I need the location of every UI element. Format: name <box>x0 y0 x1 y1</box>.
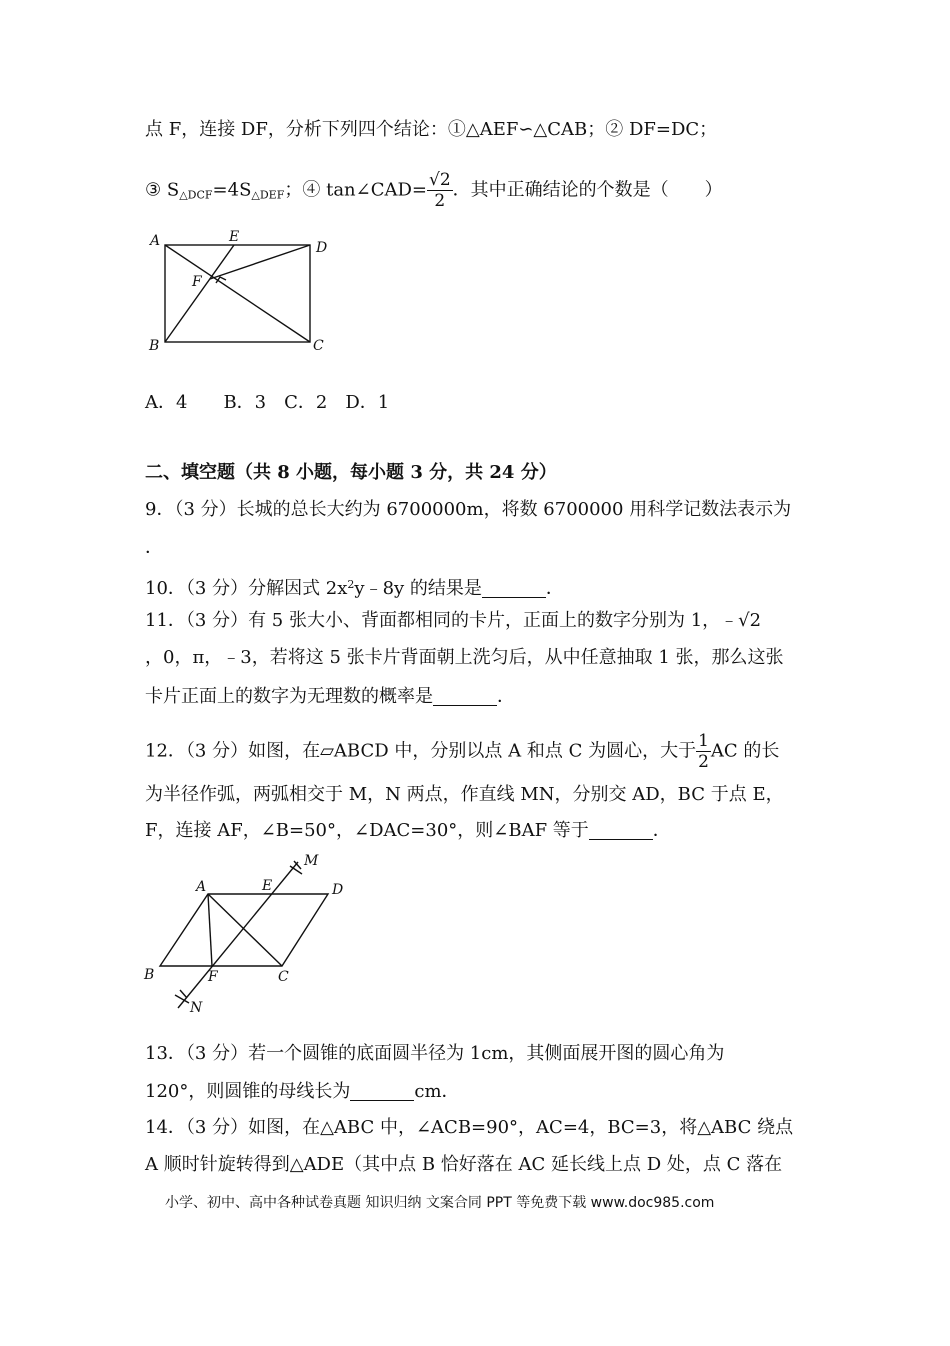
segment-be <box>165 245 234 342</box>
arc-mark-n2 <box>180 990 187 998</box>
label-f: F <box>208 969 218 985</box>
figure-rectangle-abcd <box>140 225 340 360</box>
label-e: E <box>229 229 240 245</box>
q8-text-line2: ③ $S_{\triangle DCF}=4S_{\triangle DEF}$；④ tan∠CAD= $\frac{√2}{2}$ ．其中正确结论的个数是（ ） <box>145 170 723 211</box>
q12-text-line1: 12．（3 分）如图，在▱ABCD 中，分别以点 A 和点 C 为圆心，大于 $\frac{1}{2}$ AC 的长 <box>145 731 780 772</box>
segment-af <box>208 894 212 966</box>
label-m: M <box>304 853 319 869</box>
answer-blank <box>589 821 653 840</box>
q13-text-line1: 13．（3 分）若一个圆锥的底面圆半径为 1cm，其侧面展开图的圆心角为 <box>145 1043 725 1064</box>
q10-text: 10．（3 分）分解因式 $2x^2y﹣8y$ 的结果是 ． <box>145 578 564 599</box>
diagonal-ac <box>165 245 310 342</box>
tan-fraction: $\frac{√2}{2}$ <box>429 170 451 211</box>
q9-text-line2: ． <box>145 537 163 558</box>
figure-parallelogram-abcd <box>140 848 360 1013</box>
q12-text-line3: F，连接 AF，∠B=50°，∠DAC=30°，则∠BAF 等于 ． <box>145 820 671 841</box>
label-c: C <box>278 969 289 985</box>
label-d: D <box>332 882 344 898</box>
label-b: B <box>149 338 160 354</box>
label-a: A <box>150 233 161 249</box>
page-footer: 小学、初中、高中各种试卷真题 知识归纳 文案合同 PPT 等免费下载 www.doc985.com <box>165 1195 715 1211</box>
q11-text-line3: 卡片正面上的数字为无理数的概率是 ． <box>145 686 515 707</box>
q8-options: A．4 B．3 C．2 D．1 <box>145 392 390 413</box>
label-d: D <box>316 240 328 256</box>
answer-blank <box>482 579 546 598</box>
segment-df <box>210 245 310 279</box>
label-a: A <box>196 879 207 895</box>
label-f: F <box>192 274 202 290</box>
label-n: N <box>190 1000 203 1013</box>
section-heading: 二、填空题（共 8 小题，每小题 3 分，共 24 分） <box>145 462 557 483</box>
q11-text-line1: 11．（3 分）有 5 张大小、背面都相同的卡片，正面上的数字分别为 1，﹣√2 <box>145 610 762 631</box>
q8-text-line1: 点 F，连接 DF，分析下列四个结论：①△AEF∽△CAB；② DF=DC； <box>145 119 718 140</box>
q14-text-line2: A 顺时针旋转得到△ADE（其中点 B 恰好落在 AC 延长线上点 D 处，点 C 落在 <box>145 1154 783 1175</box>
diagonal-ac <box>208 894 282 966</box>
answer-blank <box>350 1082 414 1101</box>
q13-text-line2: 120°，则圆锥的母线长为 cm． <box>145 1081 460 1102</box>
label-b: B <box>144 967 155 983</box>
q14-text-line1: 14．（3 分）如图，在△ABC 中，∠ACB=90°，AC=4，BC=3，将△ABC 绕点 <box>145 1117 794 1138</box>
q9-text-line1: 9．（3 分）长城的总长大约为 6700000m，将数 6700000 用科学记数法表示为 <box>145 499 792 520</box>
label-e: E <box>262 878 273 894</box>
half-fraction: $\frac{1}{2}$ <box>698 731 709 772</box>
q11-text-line2: ，0，π，﹣3，若将这 5 张卡片背面朝上洗匀后，从中任意抽取 1 张，那么这张 <box>145 647 784 668</box>
label-c: C <box>313 338 324 354</box>
q12-text-line2: 为半径作弧，两弧相交于 M，N 两点，作直线 MN，分别交 AD，BC 于点 E， <box>145 784 784 805</box>
answer-blank <box>433 687 497 706</box>
